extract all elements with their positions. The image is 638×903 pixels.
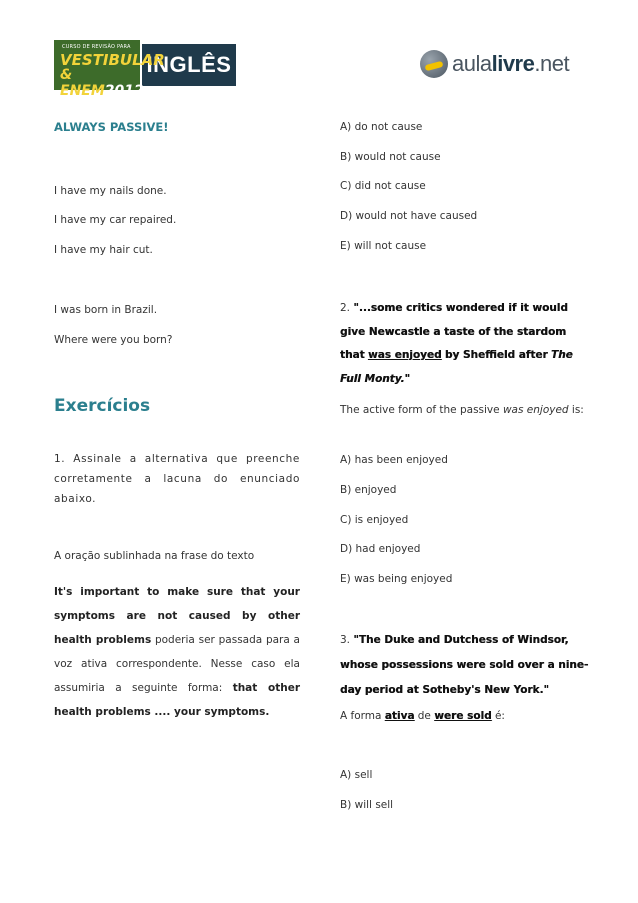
globe-icon — [420, 50, 448, 78]
exercises-heading: Exercícios — [54, 396, 151, 416]
question-3-stem: A forma ativa de were sold é: — [340, 710, 505, 722]
logo-line2: & ENEM2012 — [60, 67, 144, 99]
q2-option-d: D) had enjoyed — [340, 543, 421, 555]
q2-option-e: E) was being enjoyed — [340, 573, 453, 585]
q1-option-d: D) would not have caused — [340, 210, 478, 222]
question-1-body — [54, 556, 300, 724]
q1-option-b: B) would not cause — [340, 151, 441, 163]
example-3: I have my hair cut. — [54, 244, 153, 256]
q1-option-c: C) did not cause — [340, 180, 426, 192]
subject-logo: INGLÊS — [142, 44, 236, 86]
vestibular-logo — [54, 40, 165, 99]
example-1: I have my nails done. — [54, 185, 167, 197]
section-heading-always-passive: ALWAYS PASSIVE! — [54, 120, 169, 134]
question-2-quote: 2. "...some critics wondered if it would give Newcastle a taste of the stardom that was enjoyed by Sheffield after The Full Monty." — [340, 302, 573, 385]
q2-option-a: A) has been enjoyed — [340, 454, 448, 466]
question-1-end: that other health problems .... your symptoms. — [54, 682, 300, 718]
course-logo — [54, 40, 236, 99]
q2-option-b: B) enjoyed — [340, 484, 397, 496]
logo-line1: VESTIBULAR — [60, 51, 165, 69]
question-1-mid: poderia ser passada para a voz ativa correspondente. Nesse caso ela assumiria a seguinte forma: — [54, 634, 300, 694]
q1-option-e: E) will not cause — [340, 240, 427, 252]
question-3-quote: 3. "The Duke and Dutchess of Windsor, whose possessions were sold over a nine-day period at Sotheby's New York." — [340, 634, 589, 696]
question-1-bold-sentence: It's important to make sure that your symptoms are not caused by other health problems — [54, 586, 300, 646]
question-2-stem: The active form of the passive was enjoyed is: — [340, 404, 584, 416]
aulalivre-logo — [420, 48, 585, 80]
brand-name: aulalivre.net — [452, 51, 570, 76]
example-4: I was born in Brazil. — [54, 304, 158, 316]
q3-option-a: A) sell — [340, 769, 373, 781]
example-5: Where were you born? — [54, 334, 173, 346]
logo-small-text: CURSO DE REVISÃO PARA — [62, 44, 131, 50]
example-2: I have my car repaired. — [54, 214, 177, 226]
question-1-text: 1. Assinale a alternativa que preenche corretamente a lacuna do enunciado abaixo. — [54, 453, 300, 505]
q1-option-a: A) do not cause — [340, 121, 423, 133]
q2-option-c: C) is enjoyed — [340, 514, 409, 526]
q3-option-b: B) will sell — [340, 799, 394, 811]
question-1-intro: A oração sublinhada na frase do texto — [54, 550, 255, 562]
